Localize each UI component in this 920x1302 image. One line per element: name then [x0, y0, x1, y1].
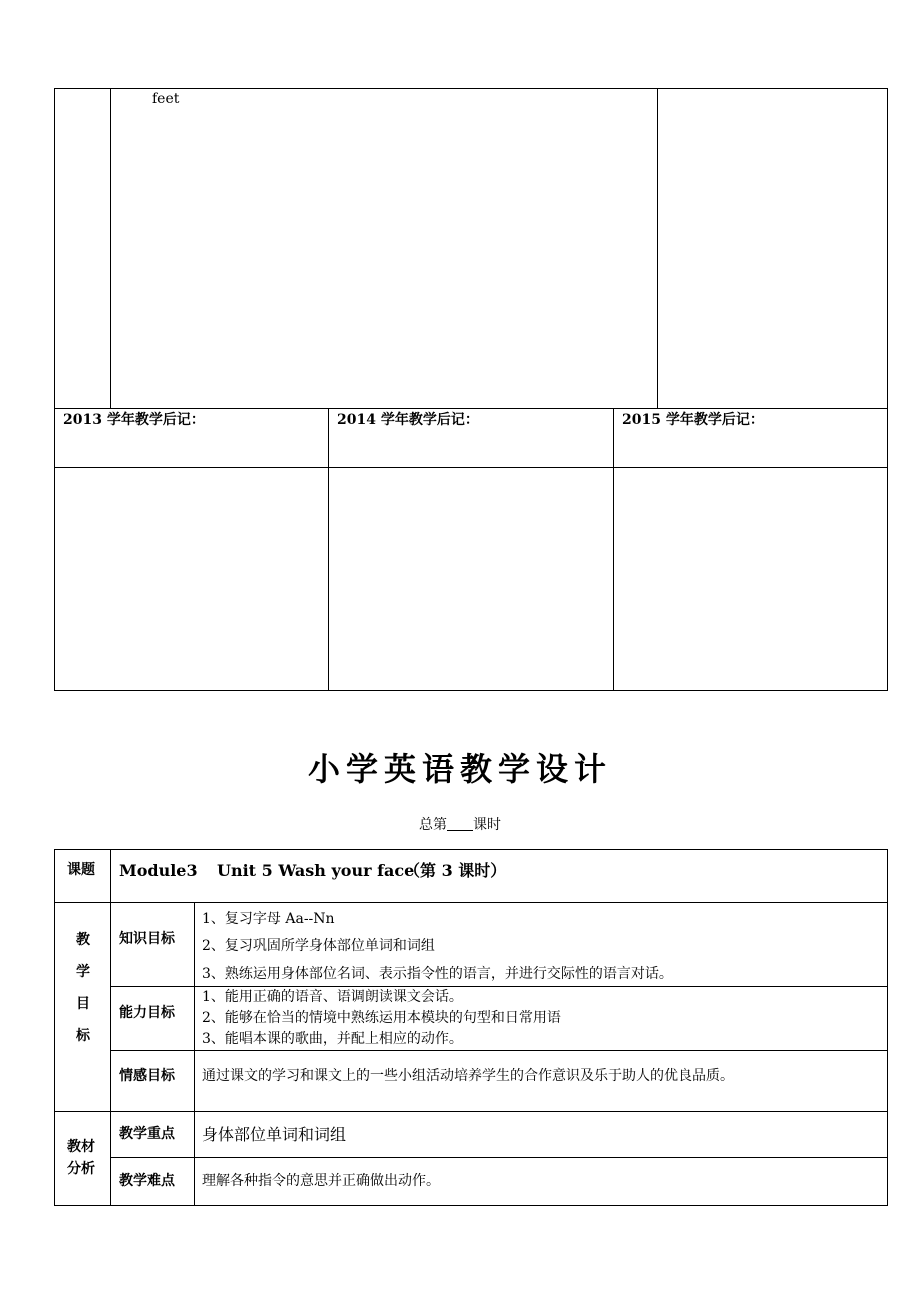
difficulty-label: 教学难点 [119, 1173, 175, 1189]
topic-label: 课题 [67, 862, 95, 878]
lesson-table-row-objectives [54, 1111, 888, 1112]
lesson-count [0, 817, 920, 834]
page-title: 小学英语教学设计 [307, 750, 612, 788]
lesson-table-col-2 [194, 902, 195, 1206]
ability-item-3: 3、能唱本课的歌曲，并配上相应的动作。 [202, 1031, 463, 1047]
objectives-label-char-1: 教 [76, 932, 90, 948]
lesson-table-border-bottom [54, 1205, 888, 1206]
knowledge-label: 知识目标 [119, 931, 175, 947]
top-table-divider-2 [54, 467, 888, 468]
emotion-text: 通过课文的学习和课文上的一些小组活动培养学生的合作意识及乐于助人的优良品质。 [202, 1068, 734, 1084]
lesson-count-prefix: 总第 [419, 817, 447, 833]
lesson-table-border-top [54, 849, 888, 850]
top-table-border-bottom [54, 690, 888, 691]
top-table-border-right [887, 88, 888, 691]
lesson-table-row-key [110, 1157, 888, 1158]
objectives-label-char-3: 目 [76, 996, 90, 1012]
objectives-label-char-4: 标 [76, 1028, 90, 1044]
top-table-border-left [54, 88, 55, 691]
knowledge-item-3: 3、熟练运用身体部位名词、表示指令性的语言，并进行交际性的语言对话。 [202, 966, 673, 982]
knowledge-item-1: 1、复习字母 Aa--Nn [202, 911, 335, 927]
knowledge-item-2: 2、复习巩固所学身体部位单词和词组 [202, 938, 435, 954]
lesson-table-row-knowledge [110, 986, 888, 987]
top-table-col-2 [657, 88, 658, 408]
reflection-2014: 2014 学年教学后记： [337, 412, 479, 428]
top-table-divider-1 [54, 408, 888, 409]
top-table-border-top [54, 88, 888, 89]
lesson-table-row-topic [54, 902, 888, 903]
topic-module: Module3 [119, 861, 198, 880]
ability-item-1: 1、能用正确的语音、语调朗读课文会话。 [202, 989, 463, 1005]
top-table-col-4 [613, 408, 614, 691]
key-text: 身体部位单词和词组 [202, 1125, 347, 1144]
topic-unit: Unit 5 Wash your face [217, 861, 415, 880]
topic-period: （第 3 课时） [404, 861, 507, 880]
ability-item-2: 2、能够在恰当的情境中熟练运用本模块的句型和日常用语 [202, 1010, 561, 1026]
lesson-count-blank [447, 830, 473, 831]
key-label: 教学重点 [119, 1126, 175, 1142]
top-table-col-3 [328, 408, 329, 691]
material-label-line-1: 教材 [67, 1139, 95, 1155]
lesson-table-row-ability [110, 1050, 888, 1051]
objectives-label-char-2: 学 [76, 964, 90, 980]
material-label-line-2: 分析 [67, 1161, 95, 1177]
difficulty-text: 理解各种指令的意思并正确做出动作。 [202, 1173, 440, 1189]
emotion-label: 情感目标 [119, 1068, 175, 1084]
reflection-2015: 2015 学年教学后记： [622, 412, 764, 428]
top-table-col-1 [110, 88, 111, 408]
feet-text: feet [152, 91, 180, 107]
lesson-count-suffix: 课时 [473, 817, 501, 833]
reflection-2013: 2013 学年教学后记： [63, 412, 205, 428]
ability-label: 能力目标 [119, 1005, 175, 1021]
